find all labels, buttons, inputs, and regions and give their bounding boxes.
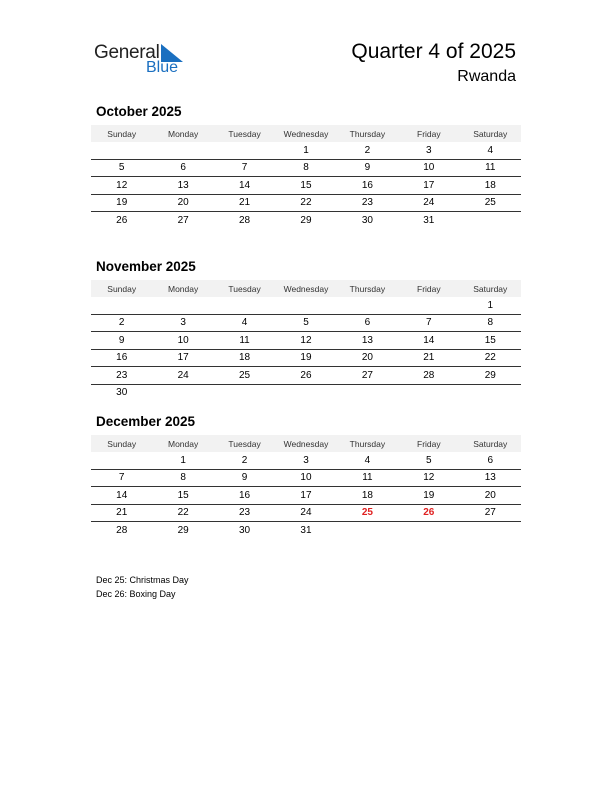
- day-cell: 7: [214, 159, 275, 177]
- month-october: [91, 103, 521, 229]
- week-row: [91, 469, 521, 487]
- weekday-header: Tuesday: [214, 280, 275, 297]
- week-row: [91, 177, 521, 195]
- day-cell: 27: [177, 214, 189, 226]
- weekday-header: Sunday: [91, 435, 152, 452]
- day-cell: 18: [337, 487, 398, 505]
- day-cell: [214, 384, 275, 401]
- day-cell: 16: [337, 177, 398, 195]
- day-cell: 17: [152, 349, 213, 367]
- day-cell: [460, 522, 521, 539]
- day-cell: 8: [275, 159, 336, 177]
- day-cell: 17: [275, 487, 336, 505]
- day-cell: 29: [177, 524, 189, 536]
- weekday-header: Wednesday: [275, 435, 336, 452]
- weekday-header: Sunday: [91, 280, 152, 297]
- day-cell: [275, 384, 336, 401]
- weekday-header: Wednesday: [275, 280, 336, 297]
- day-cell: [337, 522, 398, 539]
- day-cell: 19: [91, 194, 152, 212]
- day-cell: 7: [91, 469, 152, 487]
- day-cell: 21: [398, 349, 459, 367]
- day-cell: 30: [361, 214, 373, 226]
- day-cell: [460, 212, 521, 229]
- weekday-header: Monday: [152, 125, 213, 142]
- day-cell: 14: [398, 332, 459, 350]
- weekday-header: Friday: [398, 435, 459, 452]
- holiday-note: Dec 26: Boxing Day: [96, 589, 176, 599]
- day-cell: [91, 452, 152, 469]
- day-cell: 22: [460, 349, 521, 367]
- day-cell: 23: [214, 504, 275, 522]
- day-cell: 29: [460, 367, 521, 385]
- day-cell: 27: [460, 504, 521, 522]
- day-cell: 3: [398, 142, 459, 159]
- day-cell: 25: [337, 504, 398, 522]
- day-cell: 30: [238, 524, 251, 536]
- week-row: [91, 142, 521, 159]
- day-cell: 12: [91, 177, 152, 195]
- day-cell: 28: [116, 524, 128, 536]
- logo-text-blue: Blue: [146, 59, 179, 76]
- weekday-header: Monday: [152, 280, 213, 297]
- calendar-table: [91, 125, 521, 229]
- day-cell: 14: [91, 487, 152, 505]
- day-cell: 11: [214, 332, 275, 350]
- day-cell: [214, 142, 275, 159]
- day-cell: 20: [152, 194, 213, 212]
- day-cell: 3: [275, 452, 336, 469]
- day-cell: 23: [91, 367, 152, 385]
- day-cell: 8: [460, 314, 521, 332]
- day-cell: 18: [460, 177, 521, 195]
- day-cell: 19: [398, 487, 459, 505]
- day-cell: 21: [91, 504, 152, 522]
- day-cell: 31: [423, 214, 435, 226]
- week-row: [91, 522, 521, 539]
- day-cell: 7: [398, 314, 459, 332]
- day-cell: 10: [275, 469, 336, 487]
- week-row: [91, 384, 521, 401]
- country-name: Rwanda: [457, 68, 516, 85]
- day-cell: 5: [275, 314, 336, 332]
- day-cell: 19: [275, 349, 336, 367]
- day-cell: 10: [398, 159, 459, 177]
- day-cell: 16: [214, 487, 275, 505]
- month-title: November 2025: [96, 259, 196, 274]
- day-cell: 29: [300, 214, 312, 226]
- day-cell: 26: [275, 367, 336, 385]
- day-cell: 5: [91, 159, 152, 177]
- day-cell: 12: [398, 469, 459, 487]
- weekday-header: Friday: [398, 280, 459, 297]
- day-cell: 26: [116, 214, 128, 226]
- weekday-header: Tuesday: [214, 125, 275, 142]
- weekday-header: Monday: [152, 435, 213, 452]
- day-cell: [214, 297, 275, 314]
- weekday-header: Tuesday: [214, 435, 275, 452]
- day-cell: [91, 297, 152, 314]
- day-cell: 9: [214, 469, 275, 487]
- day-cell: 22: [152, 504, 213, 522]
- day-cell: 24: [398, 194, 459, 212]
- week-row: [91, 297, 521, 314]
- logo-text-general: General: [94, 42, 160, 63]
- day-cell: 15: [275, 177, 336, 195]
- month-december: [91, 413, 521, 539]
- day-cell: [398, 522, 459, 539]
- day-cell: 6: [337, 314, 398, 332]
- day-cell: 15: [152, 487, 213, 505]
- day-cell: [337, 297, 398, 314]
- day-cell: 3: [152, 314, 213, 332]
- day-cell: 15: [460, 332, 521, 350]
- day-cell: 2: [91, 314, 152, 332]
- day-cell: 20: [337, 349, 398, 367]
- day-cell: 6: [152, 159, 213, 177]
- weekday-header: Friday: [398, 125, 459, 142]
- week-row: [91, 212, 521, 229]
- weekday-header: Saturday: [460, 435, 521, 452]
- day-cell: 6: [460, 452, 521, 469]
- day-cell: 16: [91, 349, 152, 367]
- day-cell: 2: [337, 142, 398, 159]
- day-cell: 23: [337, 194, 398, 212]
- day-cell: 30: [116, 387, 128, 399]
- day-cell: 27: [337, 367, 398, 385]
- day-cell: 4: [460, 142, 521, 159]
- day-cell: 31: [300, 524, 312, 536]
- day-cell: 4: [214, 314, 275, 332]
- day-cell: 12: [275, 332, 336, 350]
- calendar-table: [91, 280, 521, 401]
- week-row: [91, 504, 521, 522]
- month-november: [91, 258, 521, 401]
- day-cell: 24: [275, 504, 336, 522]
- day-cell: 1: [152, 452, 213, 469]
- weekday-header: Thursday: [337, 125, 398, 142]
- calendar-table: [91, 435, 521, 539]
- day-cell: [91, 142, 152, 159]
- day-cell: 1: [275, 142, 336, 159]
- week-row: [91, 487, 521, 505]
- day-cell: 28: [398, 367, 459, 385]
- day-cell: 14: [214, 177, 275, 195]
- day-cell: [275, 297, 336, 314]
- week-row: [91, 159, 521, 177]
- day-cell: [398, 297, 459, 314]
- weekday-header: Saturday: [460, 125, 521, 142]
- day-cell: 22: [275, 194, 336, 212]
- month-title: October 2025: [96, 104, 182, 119]
- day-cell: [460, 384, 521, 401]
- week-row: [91, 314, 521, 332]
- weekday-header: Thursday: [337, 280, 398, 297]
- month-title: December 2025: [96, 414, 196, 429]
- holiday-note: Dec 25: Christmas Day: [96, 575, 189, 585]
- day-cell: [152, 142, 213, 159]
- day-cell: 28: [238, 214, 251, 226]
- day-cell: [152, 297, 213, 314]
- day-cell: 20: [460, 487, 521, 505]
- day-cell: 11: [337, 469, 398, 487]
- day-cell: 1: [460, 297, 521, 314]
- day-cell: 5: [398, 452, 459, 469]
- weekday-header: Wednesday: [275, 125, 336, 142]
- day-cell: 9: [337, 159, 398, 177]
- day-cell: 24: [152, 367, 213, 385]
- day-cell: 9: [91, 332, 152, 350]
- day-cell: 25: [460, 194, 521, 212]
- week-row: [91, 194, 521, 212]
- week-row: [91, 452, 521, 469]
- week-row: [91, 349, 521, 367]
- generalblue-logo: [94, 40, 194, 80]
- day-cell: [152, 384, 213, 401]
- day-cell: 18: [214, 349, 275, 367]
- weekday-header: Sunday: [91, 125, 152, 142]
- week-row: [91, 367, 521, 385]
- day-cell: 2: [214, 452, 275, 469]
- holiday-notes: [96, 573, 189, 601]
- day-cell: [398, 384, 459, 401]
- day-cell: 17: [398, 177, 459, 195]
- day-cell: 4: [337, 452, 398, 469]
- week-row: [91, 332, 521, 350]
- day-cell: 11: [460, 159, 521, 177]
- day-cell: 10: [152, 332, 213, 350]
- day-cell: 26: [398, 504, 459, 522]
- day-cell: 13: [152, 177, 213, 195]
- day-cell: 13: [460, 469, 521, 487]
- day-cell: 21: [214, 194, 275, 212]
- day-cell: 8: [152, 469, 213, 487]
- day-cell: [337, 384, 398, 401]
- weekday-header: Thursday: [337, 435, 398, 452]
- page-title: Quarter 4 of 2025: [351, 40, 516, 63]
- day-cell: 25: [214, 367, 275, 385]
- day-cell: 13: [337, 332, 398, 350]
- weekday-header: Saturday: [460, 280, 521, 297]
